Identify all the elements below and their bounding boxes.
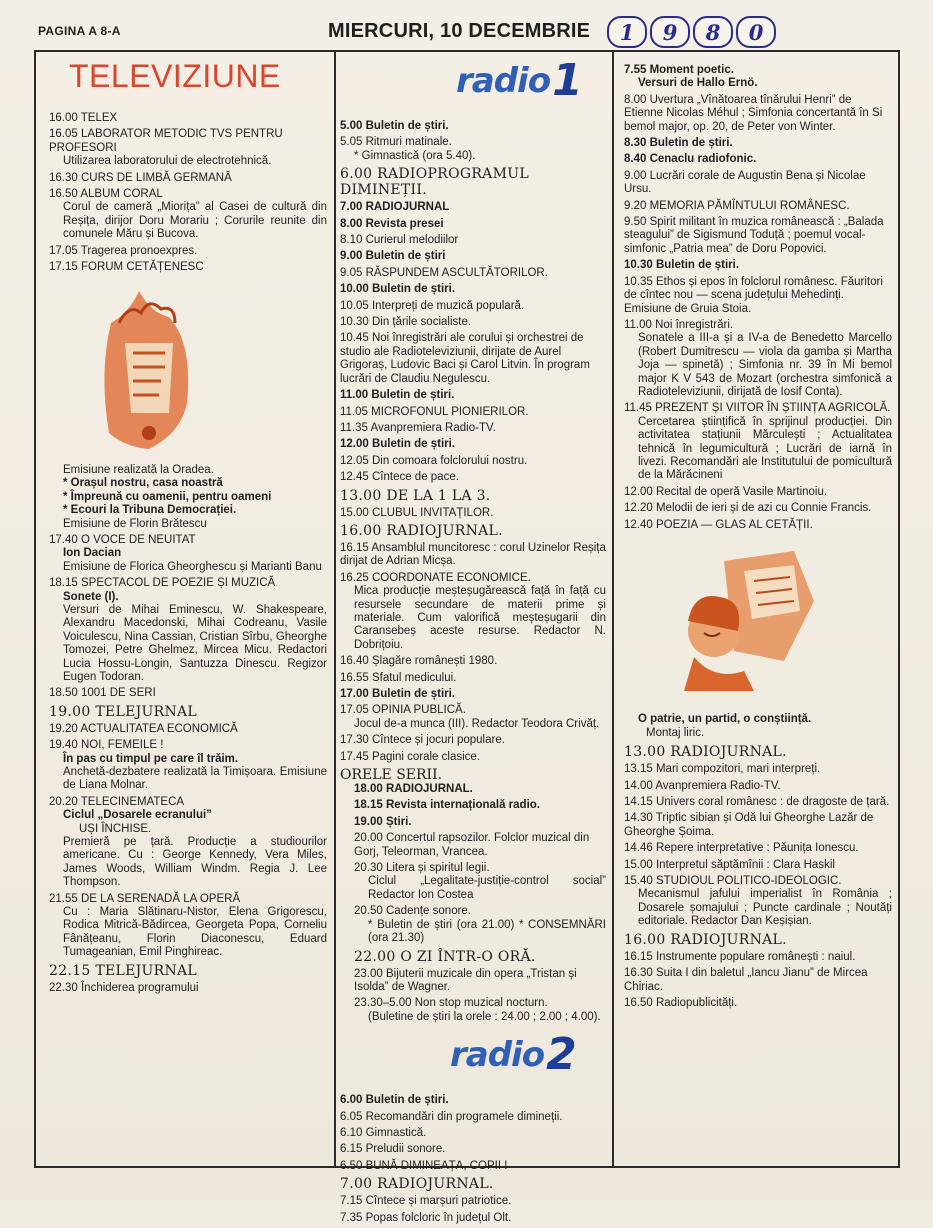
issue-date: MIERCURI, 10 DECEMBRIE xyxy=(328,20,591,42)
program-item xyxy=(340,672,606,685)
program-subtitle: Ciclul „Dosarele ecranului” xyxy=(63,809,212,822)
program-item xyxy=(624,859,892,872)
program-item xyxy=(624,812,892,839)
program-item xyxy=(624,875,892,929)
program-item xyxy=(624,137,892,150)
radio1-evening-listing xyxy=(340,783,606,1024)
forum-description xyxy=(49,464,327,531)
program-title: 13.00 RADIOJURNAL. xyxy=(624,744,787,761)
radio1-column xyxy=(340,55,606,1228)
program-title: 7.00 RADIOJURNAL. xyxy=(340,1176,494,1193)
program-title: 11.00 Buletin de știri. xyxy=(340,389,455,402)
program-title: 9.05 RĂSPUNDEM ASCULTĂTORILOR. xyxy=(340,266,548,279)
program-description: * Gimnastică (ora 5.40). xyxy=(354,149,476,162)
program-item xyxy=(624,276,892,316)
program-title: 16.25 COORDONATE ECONOMICE. xyxy=(340,571,531,584)
program-item xyxy=(340,250,606,263)
page-header xyxy=(36,14,898,48)
program-title: 12.05 Din comoara folclorului nostru. xyxy=(340,454,528,467)
program-item xyxy=(354,905,606,945)
program-item xyxy=(340,1176,606,1192)
program-title: 11.00 Noi înregistrări. xyxy=(624,318,734,331)
program-description: Cercetarea științifică în sprijinul producției. Din activitatea stațiunii Mărculești ; Actualitatea tehnică în legumicultură ; Lucrări de iarnă în livezi. Recomandări ale Institutului de pomicultură de la Mărăcineni xyxy=(638,415,892,482)
program-item xyxy=(624,796,892,809)
forum-bullet: * Împreună cu oamenii, pentru oameni xyxy=(63,490,272,503)
program-item xyxy=(624,319,892,399)
program-item xyxy=(340,488,606,504)
program-title: 10.30 Din țările socialiste. xyxy=(340,316,472,329)
radio1-listing xyxy=(340,120,606,764)
program-title: 16.00 TELEX xyxy=(49,112,118,124)
program-item xyxy=(49,796,327,890)
program-item xyxy=(340,1094,606,1107)
program-title: 17.05 Tragerea pronoexpres. xyxy=(49,244,198,257)
program-item xyxy=(340,542,606,569)
poem-block xyxy=(624,713,892,740)
program-item xyxy=(624,744,892,760)
program-item xyxy=(340,1212,606,1225)
year-digit: 0 xyxy=(736,16,776,48)
program-title: 5.05 Ritmuri matinale. xyxy=(340,136,452,149)
radio2-listing xyxy=(340,1094,606,1225)
program-item xyxy=(340,332,606,386)
program-title: 16.40 Șlagăre românești 1980. xyxy=(340,655,498,668)
forum-intro: Emisiune realizată la Oradea. xyxy=(63,463,214,476)
program-item xyxy=(49,723,327,736)
program-title: 11.45 PREZENT ȘI VIITOR ÎN ȘTIINȚA AGRICOLĂ. xyxy=(624,402,891,415)
program-title: 20.00 Concertul rapsozilor. Folclor muzical din Gorj, Teleorman, Vrancea. xyxy=(354,832,590,858)
program-title: 16.00 RADIOJURNAL. xyxy=(340,522,503,539)
program-item xyxy=(624,259,892,272)
program-item xyxy=(340,267,606,280)
program-item xyxy=(354,816,606,829)
program-title: 16.15 Instrumente populare românești : naiul. xyxy=(624,950,856,963)
program-description: * Buletin de știri (ora 21.00) * CONSEMNĂRI (ora 21.30) xyxy=(368,918,606,945)
program-item xyxy=(354,832,606,859)
program-subtitle: În pas cu timpul pe care îl trăim. xyxy=(63,752,239,765)
program-item xyxy=(49,739,327,793)
program-title: 17.45 Pagini corale clasice. xyxy=(340,750,480,763)
program-title: 10.05 Interpreți de muzică populară. xyxy=(340,299,525,312)
program-item xyxy=(624,763,892,776)
program-title: 17.05 OPINIA PUBLICĂ. xyxy=(340,704,466,717)
program-item xyxy=(624,502,892,515)
program-title: 12.00 Buletin de știri. xyxy=(340,438,456,451)
program-title: 16.15 Ansamblul muncitoresc : corul Uzinelor Reșița dirijat de Adrian Micșa. xyxy=(340,541,606,568)
program-item xyxy=(49,534,327,574)
program-title: 13.00 DE LA 1 LA 3. xyxy=(340,487,491,504)
program-item xyxy=(340,316,606,329)
program-item xyxy=(49,112,327,125)
program-item xyxy=(354,783,606,796)
program-item xyxy=(49,577,327,684)
forum-author: Emisiune de Florin Brătescu xyxy=(63,517,207,530)
program-title: 23.00 Bijuterii muzicale din opera „Tristan și Isolda” de Wagner. xyxy=(354,967,577,993)
program-title: 9.20 MEMORIA PĂMÎNTULUI ROMÂNESC. xyxy=(624,199,850,212)
program-title: 9.50 Spirit militant în muzica românească : „Balada steagului” de Sigismund Toduță ; poemul vocal-simfonic „Patria mea” de Doru Popovici. xyxy=(624,216,884,255)
program-title: 23.30–5.00 Non stop muzical nocturn. xyxy=(354,997,548,1010)
program-item xyxy=(340,751,606,764)
radio-logo-text: radio xyxy=(450,1035,545,1076)
program-item xyxy=(624,519,892,532)
forum-bullet: * Ecouri la Tribuna Democrației. xyxy=(63,504,237,517)
program-item xyxy=(49,704,327,720)
program-film-title: UȘI ÎNCHISE. xyxy=(79,822,152,835)
program-item xyxy=(624,216,892,256)
program-title: 14.15 Univers coral românesc : de dragoste de țară. xyxy=(624,796,890,809)
program-title: 20.20 TELECINEMATECA xyxy=(49,795,185,808)
program-item xyxy=(624,780,892,793)
program-item xyxy=(340,438,606,451)
program-item xyxy=(624,200,892,213)
program-title: 12.20 Melodii de ieri și de azi cu Connie Francis. xyxy=(624,502,872,515)
program-title: 8.00 Revista presei xyxy=(340,217,444,230)
poem-title: O patrie, un partid, o conștiință. xyxy=(638,713,812,726)
program-title: 7.35 Popas folcloric în județul Olt. xyxy=(340,1211,512,1224)
program-title: 15.40 STUDIOUL POLITICO-IDEOLOGIC. xyxy=(624,875,842,888)
program-title: 19.40 NOI, FEMEILE ! xyxy=(49,739,164,752)
program-title: 18.00 RADIOJURNAL. xyxy=(354,783,473,796)
program-title: 12.00 Recital de operă Vasile Martinoiu. xyxy=(624,485,828,498)
program-title: 19.00 Știri. xyxy=(354,815,412,828)
program-subtitle: Ion Dacian xyxy=(63,547,122,560)
program-item xyxy=(340,283,606,296)
program-item xyxy=(340,734,606,747)
program-item xyxy=(340,389,606,402)
program-title: 16.30 CURS DE LIMBĂ GERMANĂ xyxy=(49,171,232,184)
issue-year xyxy=(607,16,776,48)
program-item xyxy=(624,842,892,855)
program-title: 10.00 Buletin de știri. xyxy=(340,283,456,296)
forum-bullet: * Orașul nostru, casa noastră xyxy=(63,477,223,490)
radio2-listing-part2 xyxy=(624,64,892,532)
poem-subtitle: Montaj liric. xyxy=(646,726,705,739)
program-title: 11.35 Avanpremiera Radio-TV. xyxy=(340,421,496,434)
program-item xyxy=(340,120,606,133)
program-title: 10.35 Ethos și epos în folclorul românesc. Făuritori de cîntec nou — scena județului Mehedinți. Emisiune de Gruia Stoia. xyxy=(624,275,883,315)
program-title: 17.15 FORUM CETĂȚENESC xyxy=(49,261,204,274)
program-description: Cu : Maria Slătinaru-Nistor, Elena Grigorescu, Rodica Mitrică-Bădircea, Georgeta Popa, Corneliu Fânățeanu, Florin Diaconescu, Eduard Tumageanian, Emil Pinghireac. xyxy=(63,906,327,959)
program-description: Sonatele a III-a și a IV-a de Benedetto Marcello (Robert Dumitrescu — viola da gamba și Martha Joja — spinetă) ; Simfonia nr. 39 în Mi bemol major K V 543 de Mozart (orchestra simfonică a Radioteleviziunii, dirijată de Iosif Conta). xyxy=(638,332,892,398)
program-item xyxy=(340,1160,606,1173)
program-item xyxy=(340,218,606,231)
program-description: Anchetă-dezbatere realizată la Timișoara. Emisiune de Liana Molnar. xyxy=(63,766,327,792)
page-number: PAGINA A 8-A xyxy=(38,24,121,38)
program-description: Mecanismul jafului imperialist în România ; Dosarele șomajului ; Puncte cardinale ; Noutăți editoriale. Redactor Dan Keșișian. xyxy=(638,888,892,928)
program-title: 20.30 Litera și spiritul legii. xyxy=(354,862,490,875)
program-description: Corul de cameră „Miorița” al Casei de cultură din Reșița, dirijor Doru Morariu ; Corurile reunite din comunele Măru și Bucova. xyxy=(63,201,327,241)
program-title: 6.15 Preludii sonore. xyxy=(340,1143,446,1156)
program-description: (Buletine de știri la orele : 24.00 ; 2.00 ; 4.00). xyxy=(368,1010,601,1023)
program-item xyxy=(624,170,892,197)
program-description: Versuri de Mihai Eminescu, W. Shakespeare, Alexandru Macedonski, Mihai Codreanu, Vasile Voiculescu, Nina Cassian, Cristian Sîrbu, Gheorghe Tomozei, Petre Ghelmez, Mircea Micu. Redactori Lucia Hossu-Longin, Santuzza Dinescu. Regizor Eugen Todoran. xyxy=(63,603,327,683)
program-item xyxy=(624,64,892,91)
program-item xyxy=(340,471,606,484)
program-title: 22.30 Închiderea programului xyxy=(49,981,199,994)
program-item xyxy=(624,153,892,166)
program-item xyxy=(340,455,606,468)
program-title: 16.50 ALBUM CORAL xyxy=(49,188,163,201)
program-title: 8.00 Uvertura „Vînătoarea tînărului Henri” de Etienne Nicolas Méhul ; Simfonia concertantă în Si bemol major, op. 20, de Peter von Winter. xyxy=(624,93,883,133)
program-title: 6.50 BUNĂ DIMINEAȚA, COPII ! xyxy=(340,1159,508,1172)
program-item xyxy=(340,572,606,652)
radio2-logo xyxy=(450,1029,606,1081)
program-item xyxy=(340,507,606,520)
program-title: 5.00 Buletin de știri. xyxy=(340,120,449,132)
program-title: 18.15 Revista internațională radio. xyxy=(354,799,540,812)
tv-listing-part1 xyxy=(49,112,327,274)
column-divider xyxy=(612,52,614,1166)
program-title: 10.30 Buletin de știri. xyxy=(624,259,740,272)
program-title: 9.00 Buletin de știri xyxy=(340,250,446,263)
program-title: 18.15 SPECTACOL DE POEZIE ȘI MUZICĂ xyxy=(49,577,276,590)
program-title: 16.05 LABORATOR METODIC TVS PENTRU PROFESORI xyxy=(49,128,283,154)
program-item xyxy=(49,687,327,700)
radio-logo-number: 1 xyxy=(552,55,582,106)
program-item xyxy=(624,951,892,964)
program-title: 7.55 Moment poetic. xyxy=(624,64,734,76)
program-item xyxy=(49,963,327,979)
program-title: 6.10 Gimnastică. xyxy=(340,1126,427,1139)
program-description: Versuri de Hallo Ernö. xyxy=(638,77,758,90)
program-description: Utilizarea laboratorului de electrotehnică. xyxy=(63,155,272,168)
program-item xyxy=(340,1127,606,1140)
program-description: Premieră pe țară. Producție a studiourilor americane. Cu : George Kennedy, Vera Miles, James Woods, William Windm. Regia J. Lee Thompson. xyxy=(63,836,327,889)
radio1-logo xyxy=(456,55,606,106)
tv-section-title: TELEVIZIUNE xyxy=(69,58,281,94)
program-item xyxy=(340,406,606,419)
program-item xyxy=(340,136,606,163)
program-title: 19.00 TELEJURNAL xyxy=(49,703,198,720)
program-title: 22.15 TELEJURNAL xyxy=(49,962,198,979)
program-item xyxy=(340,704,606,731)
radio-logo-text: radio xyxy=(456,61,551,101)
program-item xyxy=(340,1143,606,1156)
program-item xyxy=(354,968,606,995)
program-title: 19.20 ACTUALITATEA ECONOMICĂ xyxy=(49,722,238,735)
program-title: 7.00 RADIOJURNAL xyxy=(340,201,450,214)
program-title: 16.30 Suita I din baletul „Iancu Jianu” de Mircea Chiriac. xyxy=(624,967,868,993)
program-title: 18.50 1001 DE SERI xyxy=(49,687,156,700)
program-item xyxy=(49,245,327,258)
program-item xyxy=(624,94,892,134)
program-title: 14.30 Triptic sibian și Odă lui Gheorghe Lazăr de Gheorghe Șoima. xyxy=(624,812,874,838)
program-item xyxy=(354,799,606,812)
program-title: 9.00 Lucrări corale de Augustin Bena și Nicolae Ursu. xyxy=(624,169,866,196)
program-title: 13.15 Mari compozitori, mari interpreți. xyxy=(624,763,821,776)
evening-heading: ORELE SERII. xyxy=(340,767,443,784)
program-item xyxy=(354,862,606,902)
forum-illustration xyxy=(89,283,209,453)
program-item xyxy=(340,688,606,701)
program-title: 11.05 MICROFONUL PIONIERILOR. xyxy=(340,405,529,418)
program-subtitle: Sonete (I). xyxy=(63,590,119,603)
column-divider xyxy=(334,52,336,1166)
tv-column xyxy=(49,58,327,998)
program-title: 6.05 Recomandări din programele dimineții. xyxy=(340,1110,563,1123)
program-title: 17.40 O VOCE DE NEUITAT xyxy=(49,533,196,546)
program-title: 15.00 Interpretul săptămînii : Clara Haskil xyxy=(624,858,835,871)
program-item xyxy=(624,967,892,994)
program-title: 17.30 Cîntece și jocuri populare. xyxy=(340,734,505,747)
program-item xyxy=(624,402,892,482)
program-item xyxy=(340,234,606,247)
program-item xyxy=(354,997,606,1024)
program-title: 20.50 Cadențe sonore. xyxy=(354,905,472,918)
program-item xyxy=(49,188,327,242)
tv-listing-part2 xyxy=(49,534,327,995)
program-title: 8.40 Cenaclu radiofonic. xyxy=(624,153,757,166)
program-description: Emisiune de Florica Gheorghescu și Marianti Banu xyxy=(63,560,322,573)
program-title: 15.00 CLUBUL INVITAȚILOR. xyxy=(340,506,494,519)
program-item xyxy=(624,932,892,948)
program-title: 17.00 Buletin de știri. xyxy=(340,688,456,700)
year-digit: 1 xyxy=(607,16,647,48)
program-item xyxy=(340,422,606,435)
program-title: 6.00 RADIOPROGRAMUL DIMINEȚII. xyxy=(340,166,529,199)
year-digit: 8 xyxy=(693,16,733,48)
program-title: 22.00 O ZI ÎNTR-O ORĂ. xyxy=(354,948,536,965)
radio2-continued-column xyxy=(624,64,892,1013)
poetry-illustration xyxy=(664,541,834,691)
program-item xyxy=(49,261,327,274)
program-item xyxy=(49,893,327,960)
program-item xyxy=(340,523,606,539)
program-item xyxy=(340,300,606,313)
program-title: 8.10 Curierul melodiilor xyxy=(340,234,459,247)
program-title: 16.00 RADIOJURNAL. xyxy=(624,931,787,948)
program-item xyxy=(340,1111,606,1124)
program-description: Jocul de-a munca (III). Redactor Teodora Crivăț. xyxy=(354,717,600,730)
radio2-afternoon-listing xyxy=(624,744,892,1010)
program-title: 16.55 Sfatul medicului. xyxy=(340,671,457,684)
program-title: 14.46 Repere interpretative : Păunița Ionescu. xyxy=(624,842,859,855)
program-title: 12.45 Cîntece de pace. xyxy=(340,471,459,484)
radio-logo-number: 2 xyxy=(546,1029,576,1081)
program-description: Mica producție meșteșugărească față în față cu resursele secundare de materii prime și materiale. Cum valorifică meșteșugarii din Caransebeș aceste resurse. Redactor N. Dobrițoiu. xyxy=(354,585,606,651)
program-title: 6.00 Buletin de știri. xyxy=(340,1094,449,1107)
program-item xyxy=(624,486,892,499)
program-title: 21.55 DE LA SERENADĂ LA OPERĂ xyxy=(49,892,241,905)
program-item xyxy=(340,1195,606,1208)
program-title: 12.40 POEZIA — GLAS AL CETĂȚII. xyxy=(624,518,813,531)
year-digit: 9 xyxy=(650,16,690,48)
program-item xyxy=(340,201,606,214)
program-title: 14.00 Avanpremiera Radio-TV. xyxy=(624,779,781,792)
program-title: 8.30 Buletin de știri. xyxy=(624,137,733,150)
program-item xyxy=(624,997,892,1010)
program-title: 16.50 Radiopublicități. xyxy=(624,996,738,1009)
program-title: 10.45 Noi înregistrări ale corului și orchestrei de studio ale Radioteleviziunii, dirijate de Aurel Grigoraș, Ludovic Baci și Carol Litvin. În program lucrări de Claudiu Negulescu. xyxy=(340,332,590,385)
program-item xyxy=(49,982,327,995)
program-item xyxy=(340,166,606,198)
program-item xyxy=(49,128,327,168)
program-title: 7.15 Cîntece și marșuri patriotice. xyxy=(340,1195,512,1208)
program-description: Ciclul „Legalitate-justiție-control social” Redactor Ion Costea xyxy=(368,875,606,901)
program-item xyxy=(354,949,606,965)
program-item xyxy=(340,655,606,668)
program-item xyxy=(49,172,327,185)
